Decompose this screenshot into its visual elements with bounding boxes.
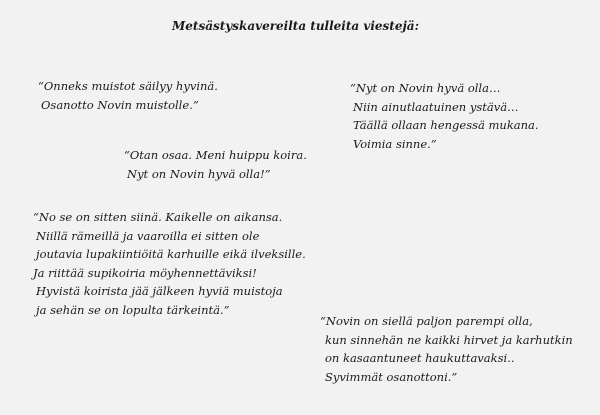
message-line: “No se on sitten siinä. Kaikelle on aikansa.	[33, 210, 283, 224]
message-block	[320, 312, 573, 386]
message-line: Niin ainutlaatuinen ystävä…	[353, 99, 519, 114]
message-block	[33, 208, 306, 319]
message-line: “Nyt on Novin hyvä olla…	[350, 81, 501, 95]
message-line: Voimia sinne.”	[353, 136, 437, 151]
message-line: Nyt on Novin hyvä olla!”	[127, 166, 271, 181]
message-line: “Onneks muistot säilyy hyvinä.	[38, 79, 218, 93]
message-line: on kasaantuneet haukuttavaksi..	[325, 351, 515, 365]
message-line: “Novin on siellä paljon parempi olla,	[320, 314, 533, 328]
message-line: Hyvistä koirista jää jälkeen hyviä muistoja	[36, 284, 283, 298]
message-line: ja sehän se on lopulta tärkeintä.”	[36, 302, 230, 317]
message-block	[124, 146, 307, 183]
message-line: Osanotto Novin muistolle.”	[41, 97, 199, 112]
message-line: “Otan osaa. Meni huippu koira.	[124, 148, 307, 162]
message-line: joutavia lupakiintiöitä karhuille eikä ilveksille.	[36, 247, 306, 261]
message-line: kun sinnehän ne kaikki hirvet ja karhutkin	[325, 332, 573, 347]
page-title: Metsästyskavereilta tulleita viestejä:	[172, 19, 420, 33]
message-line: Ja riittää supikoiria möyhennettäviksi!	[33, 265, 257, 280]
message-line: Täällä ollaan hengessä mukana.	[353, 118, 539, 132]
message-line: Niillä rämeillä ja vaaroilla ei sitten ole	[36, 228, 260, 243]
message-block	[350, 79, 539, 153]
message-line: Syvimmät osanottoni.”	[325, 369, 458, 384]
message-block	[38, 77, 218, 114]
